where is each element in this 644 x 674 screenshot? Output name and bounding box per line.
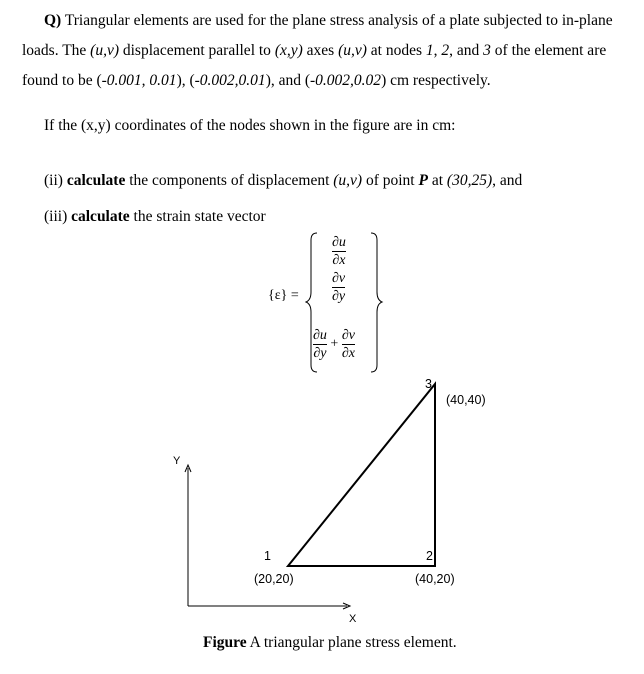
- text: ∂v: [341, 328, 355, 343]
- text: calculate: [66, 172, 126, 189]
- text: -0.001, 0.01: [101, 72, 177, 89]
- text: ) cm respectively.: [381, 72, 491, 89]
- text: ), and (: [265, 72, 311, 89]
- text: A triangular plane stress element.: [246, 634, 457, 651]
- text: (iii): [44, 208, 72, 225]
- text: ∂u: [313, 328, 327, 343]
- node2-label: 2: [426, 549, 433, 563]
- text: (u,v): [333, 172, 363, 189]
- text: , and: [492, 172, 523, 189]
- text: at: [427, 172, 447, 189]
- text: the components of displacement: [125, 172, 334, 189]
- text: P: [418, 172, 428, 189]
- node3-coord: (40,40): [446, 393, 486, 407]
- node3-label: 3: [425, 377, 432, 391]
- text: loads. The: [22, 42, 91, 59]
- text: of point: [362, 172, 419, 189]
- strain-lhs: {ε} =: [268, 288, 299, 303]
- y-axis-label: Y: [173, 455, 181, 467]
- text: ∂y: [332, 289, 346, 304]
- text: of the element are: [490, 42, 607, 59]
- text: 1: [425, 42, 434, 59]
- text: at nodes: [366, 42, 426, 59]
- text: displacement parallel to: [119, 42, 275, 59]
- x-axis-label: X: [349, 613, 357, 625]
- triangle-element: [288, 384, 435, 566]
- question-label: Q): [44, 12, 62, 29]
- text: -0.002,0.01: [194, 72, 266, 89]
- text: ,: [433, 42, 442, 59]
- text: Figure: [203, 634, 247, 651]
- text: ∂x: [332, 253, 346, 268]
- node2-coord: (40,20): [415, 572, 455, 586]
- text: the strain state vector: [129, 208, 266, 225]
- text: (x,y): [274, 42, 303, 59]
- node1-label: 1: [264, 549, 271, 563]
- text: found to be (: [22, 72, 102, 89]
- text: ∂x: [341, 346, 355, 361]
- text: , and: [449, 42, 484, 59]
- text: (u,v): [338, 42, 367, 59]
- text: ∂v: [332, 271, 346, 286]
- text: 3: [483, 42, 491, 59]
- text: axes: [302, 42, 339, 59]
- text: Triangular elements are used for the plane stress analysis of a plate subjected to in-plane: [64, 12, 613, 29]
- text: ), (: [176, 72, 195, 89]
- text: -0.002,0.02: [310, 72, 382, 89]
- node1-coord: (20,20): [254, 572, 294, 586]
- plus: +: [330, 336, 339, 352]
- text: 2: [441, 42, 450, 59]
- text: calculate: [71, 208, 130, 225]
- text: (ii): [44, 172, 67, 189]
- figure-caption: [203, 634, 457, 652]
- text: ∂y: [313, 346, 327, 361]
- coords-note: If the (x,y) coordinates of the nodes shown in the figure are in cm:: [44, 117, 456, 134]
- text: ∂u: [332, 235, 346, 250]
- text: (u,v): [90, 42, 119, 59]
- text: (30,25): [446, 172, 493, 189]
